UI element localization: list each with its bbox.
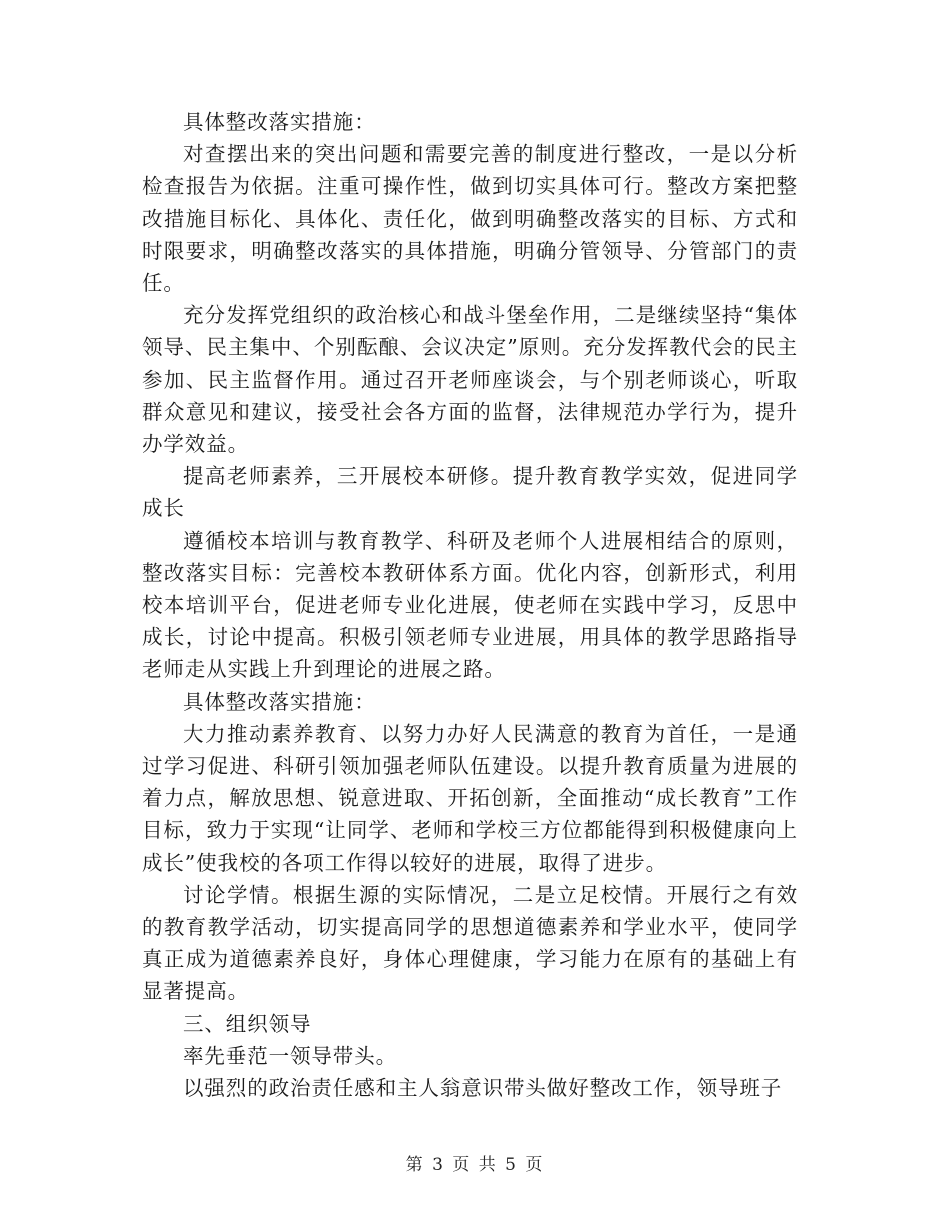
paragraph: 具体整改落实措施： (183, 110, 376, 134)
paragraph: 充分发挥党组织的政治核心和战斗堡垒作用，二是继续坚持“集体领导、民主集中、个别酝酿、会议决定”原则。充分发挥教代会的民主参加、民主监督作用。通过召开老师座谈会，与个别老师谈心，听取群众意见和建议，接受社会各方面的监督，法律规范办学行为，提升办学效益。 (142, 303, 798, 457)
paragraph: 讨论学情。根据生源的实际情况，二是立足校情。开展行之有效的教育教学活动，切实提高同学的思想道德素养和学业水平，使同学真正成为道德素养良好，身体心理健康，学习能力在原有的基础上有显著提高。 (142, 882, 798, 1004)
paragraph: 以强烈的政治责任感和主人翁意识带头做好整改工作，领导班子 (183, 1076, 783, 1101)
paragraph: 提高老师素养，三开展校本研修。提升教育教学实效，促进同学成长 (142, 464, 798, 521)
document-body (142, 106, 798, 1104)
page-number-footer: 第 3 页 共 5 页 (405, 1155, 545, 1175)
paragraph: 大力推动素养教育、以努力办好人民满意的教育为首任，一是通过学习促进、科研引领加强老师队伍建设。以提升教育质量为进展的着力点，解放思想、锐意进取、开拓创新，全面推动“成长教育”工作目标，致力于实现“让同学、老师和学校三方位都能得到积极健康向上成长”使我校的各项工作得以较好的进展，取得了进步。 (142, 721, 798, 875)
paragraph: 率先垂范一领导带头。 (183, 1043, 397, 1068)
paragraph: 遵循校本培训与教育教学、科研及老师个人进展相结合的原则，整改落实目标：完善校本教研体系方面。优化内容，创新形式，利用校本培训平台，促进老师专业化进展，使老师在实践中学习，反思中成长，讨论中提高。积极引领老师专业进展，用具体的教学思路指导老师走从实践上升到理论的进展之路。 (142, 528, 798, 682)
paragraph: 具体整改落实措施： (183, 689, 376, 714)
paragraph: 对查摆出来的突出问题和需要完善的制度进行整改，一是以分析检查报告为依据。注重可操作性，做到切实具体可行。整改方案把整改措施目标化、具体化、责任化，做到明确整改落实的目标、方式和时限要求，明确整改落实的具体措施，明确分管领导、分管部门的责任。 (142, 142, 798, 296)
section-heading: 三、组织领导 (183, 1011, 312, 1036)
